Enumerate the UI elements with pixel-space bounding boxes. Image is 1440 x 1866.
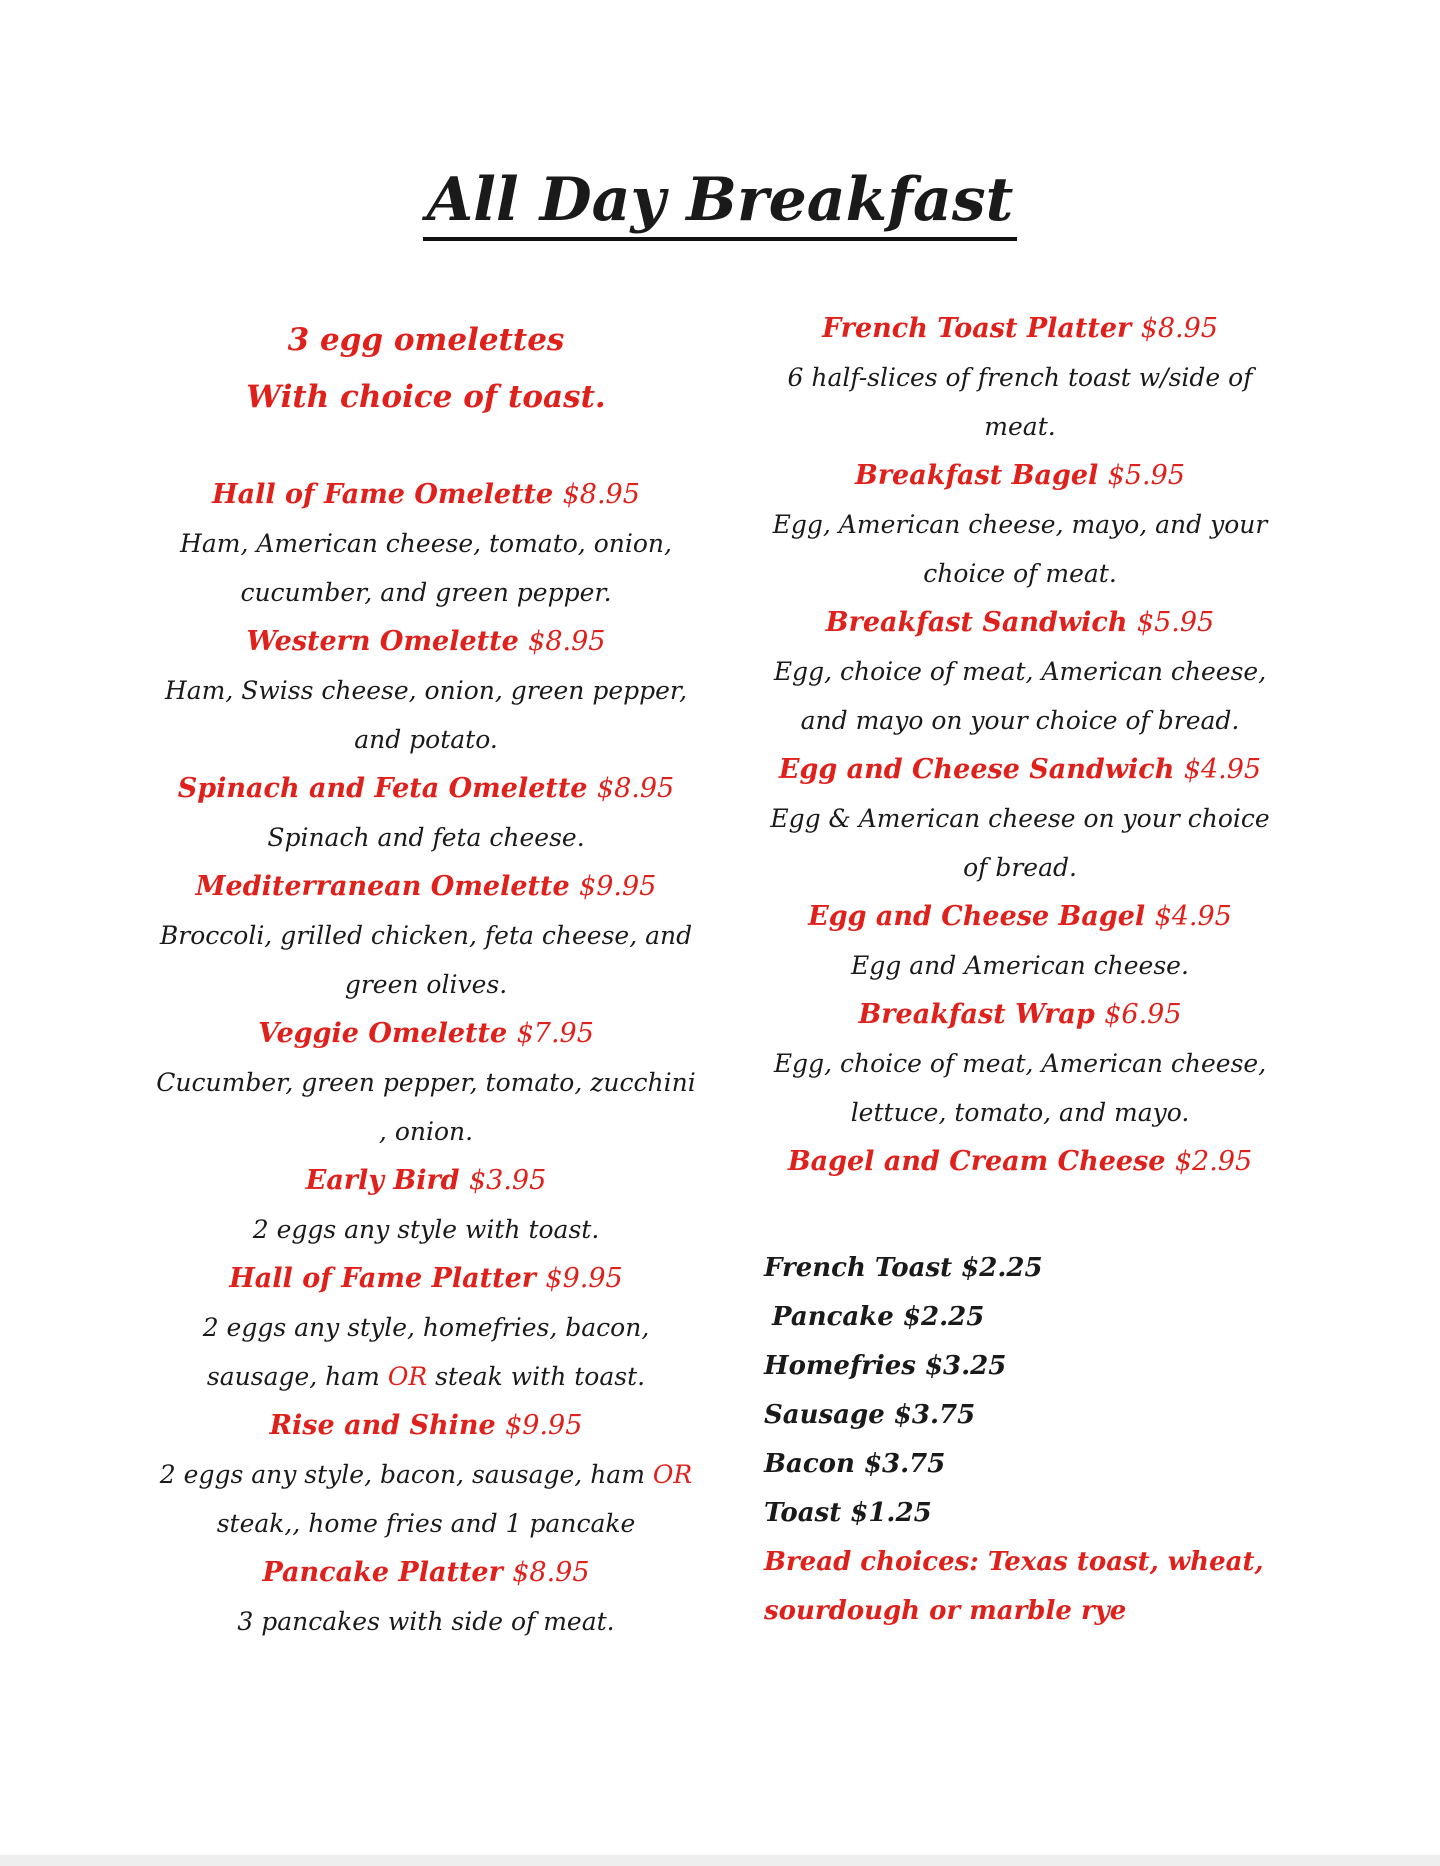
left-column bbox=[152, 312, 700, 1646]
item-price: $9.95 bbox=[505, 1410, 583, 1441]
item-price: $8.95 bbox=[562, 479, 640, 510]
item-price: $2.95 bbox=[1174, 1146, 1253, 1177]
menu-item bbox=[760, 892, 1280, 990]
item-description-part: 2 eggs any style, homefries, bacon, sausage, ham bbox=[202, 1313, 650, 1391]
menu-item bbox=[152, 470, 700, 617]
item-name: Mediterranean Omelette bbox=[195, 871, 570, 902]
item-description: Ham, American cheese, tomato, onion, cucumber, and green pepper. bbox=[180, 529, 672, 607]
item-description: Egg, choice of meat, American cheese, lettuce, tomato, and mayo. bbox=[773, 1049, 1267, 1127]
item-description-part: steak,, home fries and 1 pancake bbox=[216, 1509, 636, 1538]
item-price: $5.95 bbox=[1136, 607, 1215, 638]
item-price: $7.95 bbox=[516, 1018, 594, 1049]
item-title bbox=[152, 862, 700, 911]
item-price: $6.95 bbox=[1104, 999, 1182, 1030]
item-price: $3.95 bbox=[468, 1165, 547, 1196]
menu-item bbox=[152, 1254, 700, 1401]
item-name: Breakfast Sandwich bbox=[825, 607, 1128, 638]
menu-item bbox=[760, 451, 1280, 598]
item-description: 6 half-slices of french toast w/side of meat. bbox=[787, 363, 1253, 441]
side-item: Pancake $2.25 bbox=[772, 1302, 985, 1332]
item-title bbox=[760, 1137, 1280, 1186]
item-description: Egg and American cheese. bbox=[851, 951, 1189, 980]
side-item: Homefries $3.25 bbox=[764, 1351, 1007, 1381]
item-title bbox=[760, 451, 1280, 500]
menu-item bbox=[152, 1548, 700, 1646]
item-name: Egg and Cheese Sandwich bbox=[778, 754, 1175, 785]
menu-item bbox=[760, 1137, 1280, 1186]
item-title bbox=[760, 304, 1280, 353]
item-name: Rise and Shine bbox=[269, 1410, 496, 1441]
item-price: $5.95 bbox=[1107, 460, 1185, 491]
side-item: Sausage $3.75 bbox=[764, 1400, 976, 1430]
item-price: $8.95 bbox=[528, 626, 606, 657]
heading-spacer bbox=[152, 426, 700, 470]
menu-title bbox=[0, 165, 1440, 235]
item-name: Western Omelette bbox=[246, 626, 519, 657]
menu-item bbox=[152, 617, 700, 764]
menu-item bbox=[760, 990, 1280, 1137]
right-column bbox=[760, 304, 1280, 1186]
menu-item bbox=[760, 745, 1280, 892]
item-name: Hall of Fame Platter bbox=[229, 1263, 536, 1294]
omelette-heading-line2: With choice of toast. bbox=[246, 379, 606, 415]
item-description: Spinach and feta cheese. bbox=[267, 823, 585, 852]
omelette-heading-line1: 3 egg omelettes bbox=[287, 322, 565, 358]
menu-item bbox=[152, 1156, 700, 1254]
item-description: Egg, choice of meat, American cheese, and mayo on your choice of bread. bbox=[773, 657, 1267, 735]
item-title bbox=[152, 1548, 700, 1597]
item-title bbox=[760, 598, 1280, 647]
item-description: Ham, Swiss cheese, onion, green pepper, and potato. bbox=[164, 676, 688, 754]
item-name: Breakfast Bagel bbox=[855, 460, 1099, 491]
menu-item bbox=[760, 598, 1280, 745]
item-name: French Toast Platter bbox=[822, 313, 1132, 344]
item-price: $9.95 bbox=[579, 871, 657, 902]
item-description: Cucumber, green pepper, tomato, zucchini , onion. bbox=[156, 1068, 696, 1146]
menu-item bbox=[760, 304, 1280, 451]
item-title bbox=[152, 617, 700, 666]
bread-choices-line2: sourdough or marble rye bbox=[764, 1596, 1127, 1626]
item-title bbox=[152, 1009, 700, 1058]
item-title bbox=[760, 892, 1280, 941]
item-name: Breakfast Wrap bbox=[858, 999, 1095, 1030]
item-name: Early Bird bbox=[305, 1165, 460, 1196]
item-title bbox=[152, 1254, 700, 1303]
menu-item bbox=[152, 764, 700, 862]
item-description: Broccoli, grilled chicken, feta cheese, and green olives. bbox=[159, 921, 693, 999]
item-description: Egg & American cheese on your choice of bread. bbox=[770, 804, 1270, 882]
side-item: French Toast $2.25 bbox=[764, 1253, 1043, 1283]
item-description: 3 pancakes with side of meat. bbox=[237, 1607, 615, 1636]
item-price: $8.95 bbox=[1140, 313, 1218, 344]
item-price: $9.95 bbox=[545, 1263, 623, 1294]
side-item: Bacon $3.75 bbox=[764, 1449, 946, 1479]
or-emphasis: OR bbox=[387, 1362, 428, 1391]
or-emphasis: OR bbox=[652, 1460, 693, 1489]
item-name: Egg and Cheese Bagel bbox=[808, 901, 1146, 932]
item-price: $4.95 bbox=[1154, 901, 1232, 932]
menu-item bbox=[152, 1401, 700, 1548]
bottom-edge-strip bbox=[0, 1855, 1440, 1866]
item-price: $8.95 bbox=[596, 773, 675, 804]
menu-item bbox=[152, 862, 700, 1009]
item-title bbox=[152, 1401, 700, 1450]
menu-title-text: All Day Breakfast bbox=[423, 165, 1018, 241]
item-name: Hall of Fame Omelette bbox=[212, 479, 554, 510]
menu-item bbox=[152, 1009, 700, 1156]
item-name: Pancake Platter bbox=[262, 1557, 503, 1588]
item-name: Veggie Omelette bbox=[258, 1018, 508, 1049]
item-name: Spinach and Feta Omelette bbox=[177, 773, 588, 804]
sides-list bbox=[764, 1244, 1284, 1636]
item-price: $4.95 bbox=[1183, 754, 1262, 785]
item-title bbox=[760, 745, 1280, 794]
item-description: 2 eggs any style with toast. bbox=[252, 1215, 600, 1244]
item-name: Bagel and Cream Cheese bbox=[787, 1146, 1166, 1177]
item-title bbox=[152, 1156, 700, 1205]
item-description-part: 2 eggs any style, bacon, sausage, ham bbox=[159, 1460, 653, 1489]
side-item: Toast $1.25 bbox=[764, 1498, 932, 1528]
item-description bbox=[152, 1450, 700, 1548]
item-description bbox=[152, 1303, 700, 1401]
item-description: Egg, American cheese, mayo, and your choice of meat. bbox=[772, 510, 1268, 588]
item-description-part: steak with toast. bbox=[427, 1362, 646, 1391]
item-price: $8.95 bbox=[512, 1557, 590, 1588]
item-title bbox=[152, 470, 700, 519]
item-title bbox=[760, 990, 1280, 1039]
item-title bbox=[152, 764, 700, 813]
bread-choices-line1: Bread choices: Texas toast, wheat, bbox=[764, 1547, 1264, 1577]
